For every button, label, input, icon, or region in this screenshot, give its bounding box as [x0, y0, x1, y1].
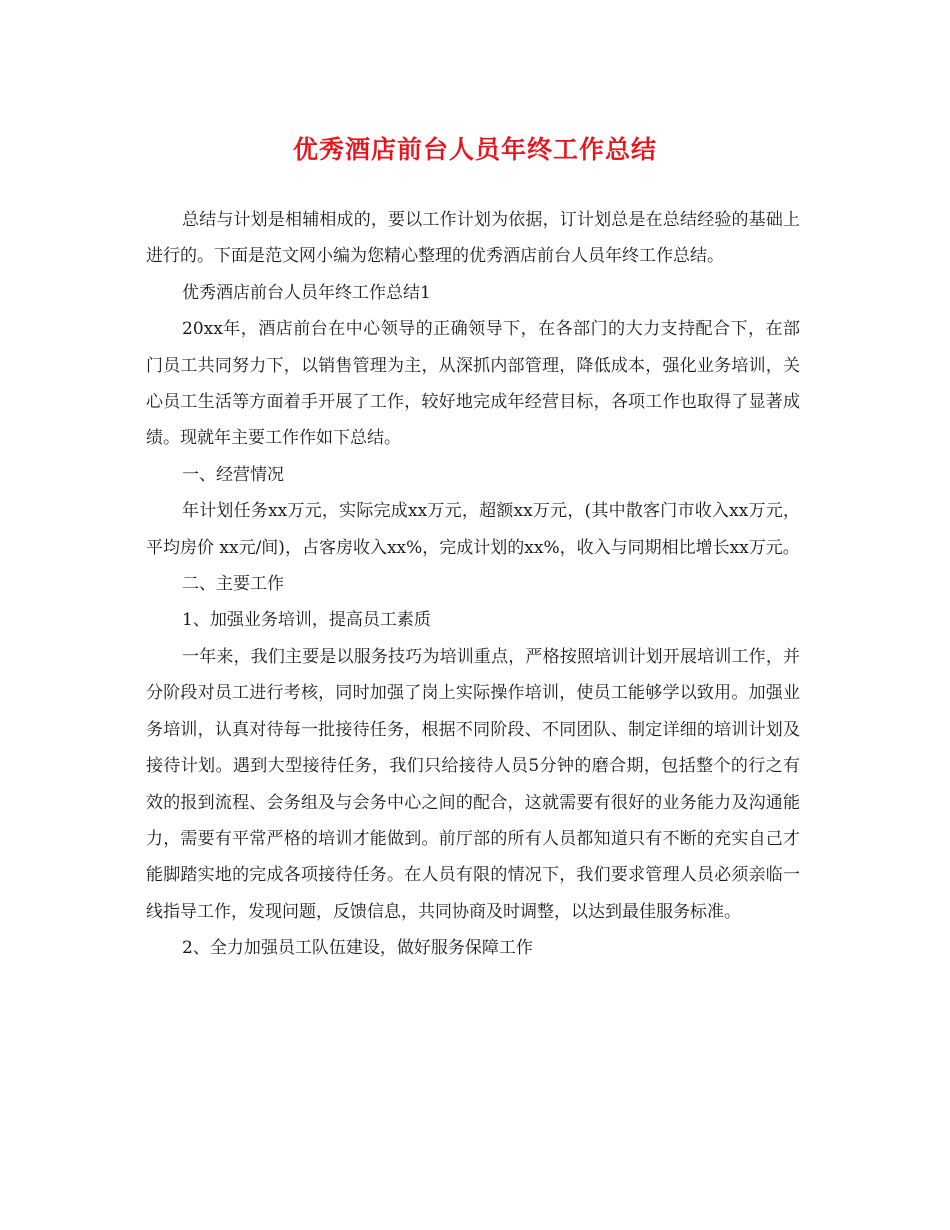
- operations-paragraph: 年计划任务xx万元，实际完成xx万元，超额xx万元，(其中散客门市收入xx万元，平均房价 xx元/间)，占客房收入xx%，完成计划的xx%，收入与同期相比增长xx万元。: [146, 501, 800, 558]
- training-paragraph: 一年来，我们主要是以服务技巧为培训重点，严格按照培训计划开展培训工作，并分阶段对员工进行考核，同时加强了岗上实际操作培训，使员工能够学以致用。加强业务培训，认真对待每一批接待任务，根据不同阶段、不同团队、制定详细的培训计划及接待计划。遇到大型接待任务，我们只给接待人员5分钟的磨合期，包括整个的行之有效的报到流程、会务组及与会务中心之间的配合，这就需要有很好的业务能力及沟通能力，需要有平常严格的培训才能做到。前厅部的所有人员都知道只有不断的充实自己才能脚踏实地的完成各项接待任务。在人员有限的情况下，我们要求管理人员必须亲临一线指导工作，发现问题，反馈信息，共同协商及时调整，以达到最佳服务标准。: [146, 646, 800, 922]
- section-heading-operations: 一、经营情况: [182, 464, 284, 485]
- overview-paragraph: 20xx年，酒店前台在中心领导的正确领导下，在各部门的大力支持配合下，在部门员工共同努力下，以销售管理为主，从深抓内部管理，降低成本，强化业务培训，关心员工生活等方面着手开展了工作，较好地完成年经营目标，各项工作也取得了显著成绩。现就年主要工作作如下总结。: [146, 319, 800, 449]
- section-heading-main-work: 二、主要工作: [182, 574, 284, 595]
- document-title: 优秀酒店前台人员年终工作总结: [292, 135, 657, 164]
- subheading-team-building: 2、全力加强员工队伍建设，做好服务保障工作: [182, 938, 533, 959]
- document-body: [146, 202, 800, 967]
- subheading-training: 1、加强业务培训，提高员工素质: [182, 610, 431, 631]
- section-heading-summary-1: 优秀酒店前台人员年终工作总结1: [182, 282, 431, 303]
- intro-paragraph: 总结与计划是相辅相成的，要以工作计划为依据，订计划总是在总结经验的基础上进行的。下面是范文网小编为您精心整理的优秀酒店前台人员年终工作总结。: [146, 210, 800, 267]
